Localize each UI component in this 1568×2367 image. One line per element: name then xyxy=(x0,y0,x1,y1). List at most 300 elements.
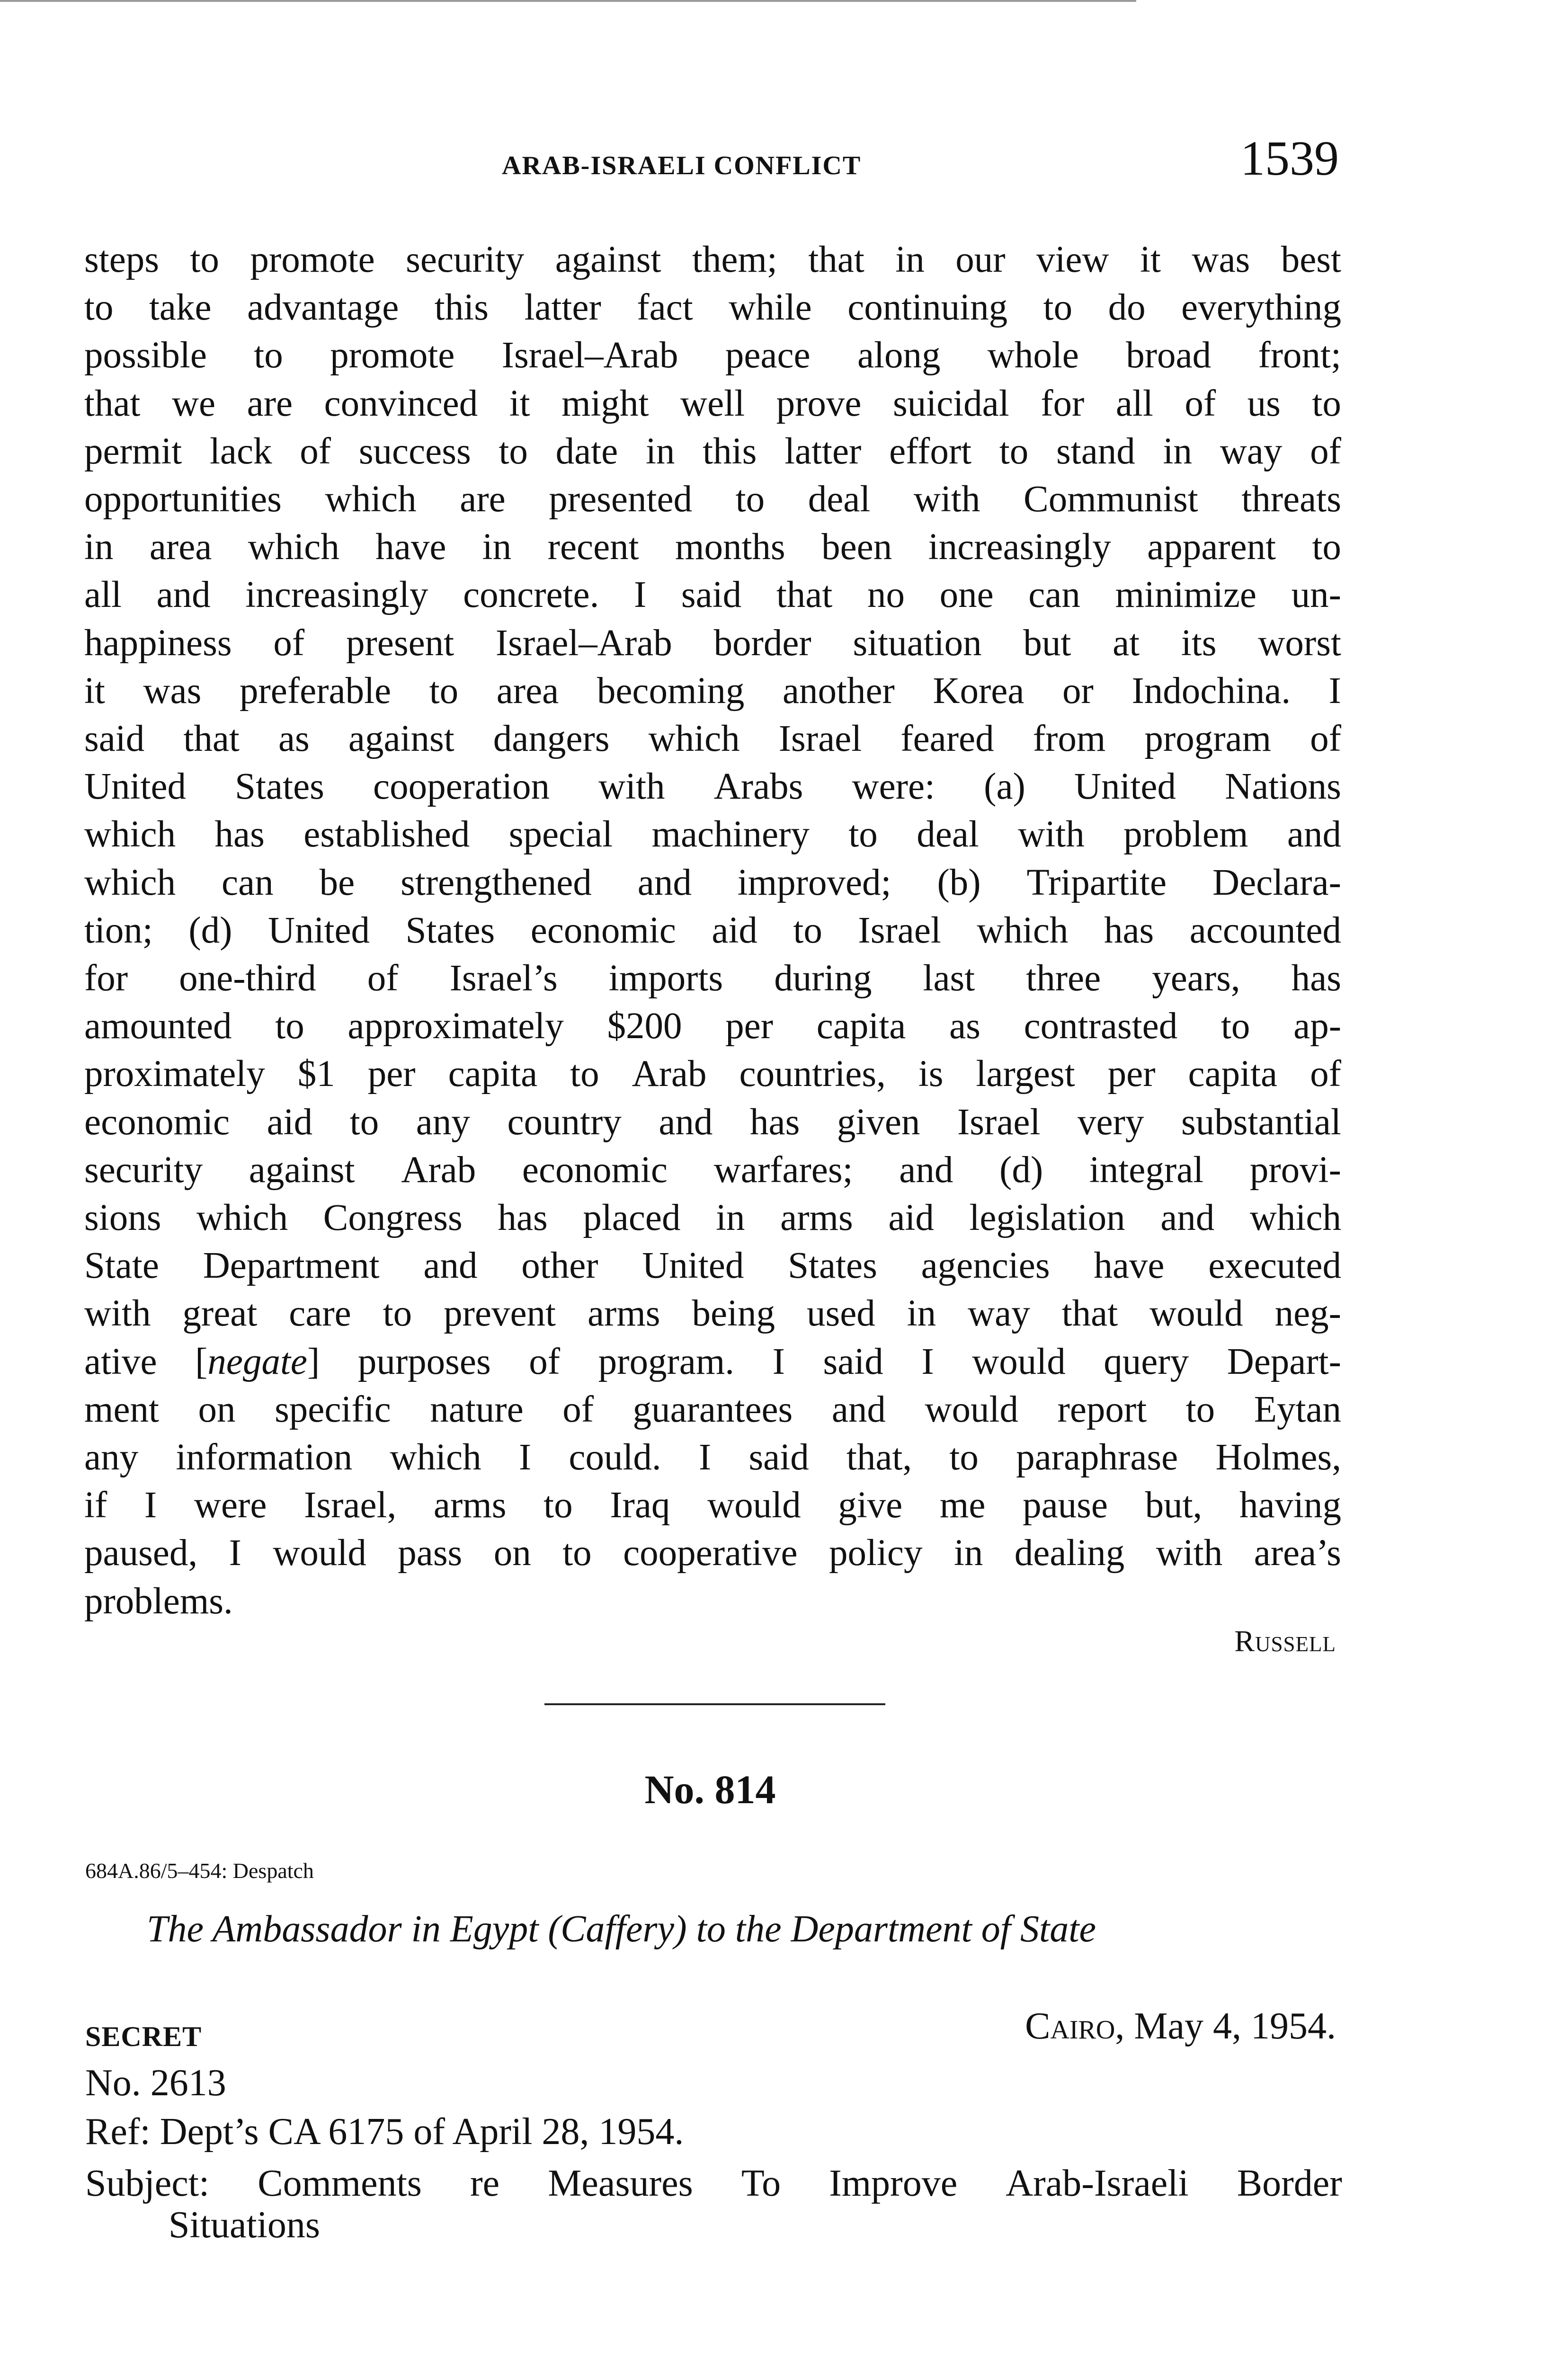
word: Israel xyxy=(778,718,862,760)
word: which xyxy=(325,479,417,520)
word: Israel–Arab xyxy=(501,335,678,376)
word: care xyxy=(289,1293,351,1335)
word: improved; xyxy=(737,862,891,903)
word: success xyxy=(358,430,471,472)
word: all xyxy=(84,574,122,616)
word: that xyxy=(808,239,864,280)
word: effort xyxy=(889,430,972,472)
word: prove xyxy=(776,383,862,424)
body-line xyxy=(84,954,1341,1002)
word: Border xyxy=(1237,2162,1342,2204)
word: aid xyxy=(888,1197,934,1239)
word: to xyxy=(1185,1388,1215,1430)
word: State xyxy=(84,1245,159,1287)
body-line xyxy=(84,331,1341,379)
word: I xyxy=(1328,670,1341,712)
word: ap- xyxy=(1293,1006,1341,1047)
word: to xyxy=(949,1437,979,1478)
subject-line xyxy=(85,2162,1342,2204)
word: becoming xyxy=(597,670,745,712)
body-text xyxy=(84,236,1341,1625)
word: information xyxy=(176,1437,353,1478)
word: Arab xyxy=(632,1053,707,1095)
word: I xyxy=(921,1341,934,1382)
word: $200 xyxy=(607,1006,682,1047)
word: Israel–Arab xyxy=(495,622,672,664)
signature: Russell xyxy=(1234,1624,1336,1658)
word: of xyxy=(529,1341,561,1382)
word: capita xyxy=(448,1053,538,1095)
word: which xyxy=(977,909,1069,951)
word: security xyxy=(406,239,525,280)
word: in xyxy=(645,430,675,472)
word: Israel’s xyxy=(449,958,558,999)
word: which xyxy=(84,862,176,903)
word: can xyxy=(222,862,274,903)
word: of xyxy=(1310,718,1341,760)
word: me xyxy=(939,1485,986,1526)
body-line xyxy=(84,571,1341,619)
word: Improve xyxy=(829,2162,958,2204)
word: imports xyxy=(608,958,723,999)
word: specific xyxy=(275,1388,391,1430)
word: to xyxy=(429,670,459,712)
word: way xyxy=(1220,430,1283,472)
word: are xyxy=(460,479,506,520)
word: might xyxy=(561,383,649,424)
word: per xyxy=(1107,1053,1156,1095)
word: view xyxy=(1036,239,1109,280)
word: placed xyxy=(583,1197,681,1239)
word: do xyxy=(1108,287,1146,329)
word: worst xyxy=(1258,622,1341,664)
word: aid xyxy=(712,909,757,951)
word: to xyxy=(383,1293,412,1335)
word: to xyxy=(349,1101,379,1143)
word: it xyxy=(84,670,105,712)
word: (a) xyxy=(984,766,1025,808)
word: provi- xyxy=(1249,1149,1341,1191)
word: Israel xyxy=(957,1101,1041,1143)
word: in xyxy=(895,239,925,280)
word: [negate] xyxy=(195,1341,320,1382)
word: presented xyxy=(549,479,693,520)
word: minimize xyxy=(1115,574,1256,616)
word: Arab-Israeli xyxy=(1006,2162,1189,2204)
word: to xyxy=(275,1006,304,1047)
word: with xyxy=(1018,814,1085,855)
despatch-number: No. 2613 xyxy=(85,2062,226,2104)
word: area xyxy=(149,526,212,568)
word: program. xyxy=(598,1341,735,1382)
word: and xyxy=(1160,1197,1215,1239)
reference-line: Ref: Dept’s CA 6175 of April 28, 1954. xyxy=(85,2111,684,2153)
word: continuing xyxy=(847,287,1008,329)
document-number: No. 814 xyxy=(644,1767,776,1812)
word: in xyxy=(1163,430,1192,472)
word: proximately xyxy=(84,1053,265,1095)
word: them; xyxy=(692,239,777,280)
word: would xyxy=(1149,1293,1243,1335)
word: threats xyxy=(1241,479,1341,520)
word: that xyxy=(1061,1293,1118,1335)
body-line xyxy=(84,715,1341,763)
word: Iraq xyxy=(610,1485,670,1526)
word: best xyxy=(1281,239,1341,280)
word: another xyxy=(782,670,895,712)
word: of xyxy=(1310,1053,1341,1095)
word: has xyxy=(498,1197,548,1239)
word: to xyxy=(1221,1006,1250,1047)
word: in xyxy=(482,526,512,568)
body-line xyxy=(84,236,1341,284)
word: during xyxy=(774,958,872,999)
word: would xyxy=(707,1485,801,1526)
word: economic xyxy=(530,909,676,951)
word: executed xyxy=(1208,1245,1341,1287)
word: Arabs xyxy=(713,766,803,808)
word: special xyxy=(508,814,613,855)
classification-label: SECRET xyxy=(85,2021,202,2052)
word: latter xyxy=(784,430,862,472)
word: our xyxy=(955,239,1006,280)
word: in xyxy=(907,1293,936,1335)
word: against xyxy=(555,239,661,280)
word: way xyxy=(968,1293,1030,1335)
word: been xyxy=(821,526,892,568)
word: to xyxy=(735,479,765,520)
page-number: 1539 xyxy=(1240,131,1339,186)
word: peace xyxy=(725,335,811,376)
word: has xyxy=(1104,909,1154,951)
word: program xyxy=(1144,718,1272,760)
word: in xyxy=(84,526,114,568)
body-line xyxy=(84,1242,1341,1290)
word: present xyxy=(346,622,454,664)
body-line xyxy=(84,1386,1341,1433)
word: or xyxy=(1062,670,1094,712)
word: I xyxy=(772,1341,785,1382)
word: well xyxy=(680,383,745,424)
word: said xyxy=(681,574,742,616)
word: States xyxy=(235,766,324,808)
word: were xyxy=(194,1485,267,1526)
word: to xyxy=(190,239,219,280)
word: of xyxy=(367,958,399,999)
word: permit xyxy=(84,430,182,472)
body-line xyxy=(84,1481,1341,1529)
word: approximately xyxy=(347,1006,564,1047)
word: integral xyxy=(1089,1149,1204,1191)
word: Communist xyxy=(1024,479,1198,520)
word: guarantees xyxy=(633,1388,793,1430)
word: sions xyxy=(84,1197,161,1239)
word: strengthened xyxy=(401,862,592,903)
word: pass xyxy=(398,1532,463,1574)
word: whole xyxy=(987,335,1079,376)
body-line xyxy=(84,810,1341,858)
word: agencies xyxy=(921,1245,1050,1287)
word: Indochina. xyxy=(1131,670,1291,712)
word: to xyxy=(1312,383,1341,424)
word: given xyxy=(837,1101,920,1143)
word: States xyxy=(788,1245,877,1287)
word: has xyxy=(214,814,265,855)
place-name: Cairo, xyxy=(1025,2005,1125,2047)
word: possible xyxy=(84,335,207,376)
word: Congress xyxy=(323,1197,463,1239)
word: which xyxy=(196,1197,288,1239)
word: situation xyxy=(853,622,982,664)
word: for xyxy=(1041,383,1085,424)
body-line xyxy=(84,859,1341,907)
word: problem xyxy=(1123,814,1248,855)
word: purposes xyxy=(357,1341,491,1382)
document-title: The Ambassador in Egypt (Caffery) to the Department of State xyxy=(147,1908,1096,1950)
word: that, xyxy=(846,1437,912,1478)
body-line xyxy=(84,1577,1341,1625)
word: said xyxy=(823,1341,883,1382)
word: latter xyxy=(524,287,601,329)
word: if xyxy=(84,1485,107,1526)
word: us xyxy=(1247,383,1281,424)
word: arms xyxy=(433,1485,507,1526)
word: Measures xyxy=(548,2162,693,2204)
word: paused, xyxy=(84,1532,198,1574)
word: substantial xyxy=(1181,1101,1341,1143)
word: that xyxy=(776,574,833,616)
word: to xyxy=(254,335,283,376)
word: accounted xyxy=(1189,909,1341,951)
word: take xyxy=(149,287,212,329)
body-line xyxy=(84,1338,1341,1386)
word: three xyxy=(1026,958,1101,999)
word: economic xyxy=(84,1101,230,1143)
word: Israel xyxy=(858,909,941,951)
word: advantage xyxy=(247,287,399,329)
word: and xyxy=(423,1245,478,1287)
word: with xyxy=(598,766,665,808)
word: in xyxy=(953,1532,983,1574)
word: which xyxy=(648,718,740,760)
body-line xyxy=(84,1146,1341,1194)
word: are xyxy=(247,383,293,424)
word: ment xyxy=(84,1388,159,1430)
body-line xyxy=(84,763,1341,810)
word: great xyxy=(182,1293,258,1335)
word: $1 xyxy=(297,1053,335,1095)
word: as xyxy=(278,718,310,760)
word: increasingly xyxy=(245,574,428,616)
word: preferable xyxy=(239,670,392,712)
word: United xyxy=(1074,766,1176,808)
body-line xyxy=(84,619,1341,667)
body-line xyxy=(84,1433,1341,1481)
word: feared xyxy=(900,718,994,760)
body-line xyxy=(84,1002,1341,1050)
word: date xyxy=(555,430,618,472)
word: against xyxy=(249,1149,355,1191)
word: Depart- xyxy=(1227,1341,1341,1382)
word: cooperation xyxy=(373,766,550,808)
word: any xyxy=(416,1101,470,1143)
body-line xyxy=(84,284,1341,331)
word: of xyxy=(1310,430,1341,472)
word: to xyxy=(999,430,1029,472)
word: border xyxy=(713,622,811,664)
word: this xyxy=(703,430,757,472)
word: were: xyxy=(852,766,935,808)
word: largest xyxy=(976,1053,1075,1095)
word: all xyxy=(1115,383,1153,424)
word: from xyxy=(1033,718,1106,760)
word: problems. xyxy=(84,1580,233,1622)
word: Declara- xyxy=(1212,862,1341,903)
word: on xyxy=(198,1388,236,1430)
word: but xyxy=(1023,622,1071,664)
word: last xyxy=(923,958,975,999)
word: economic xyxy=(522,1149,668,1191)
word: it xyxy=(1140,239,1161,280)
word: and xyxy=(659,1101,713,1143)
word: I xyxy=(698,1437,712,1478)
word: tion; xyxy=(84,909,153,951)
body-line xyxy=(84,380,1341,427)
word: area xyxy=(496,670,559,712)
word: have xyxy=(1094,1245,1165,1287)
word: and xyxy=(899,1149,953,1191)
word: to xyxy=(562,1532,592,1574)
word: to xyxy=(543,1485,573,1526)
word: has xyxy=(750,1101,800,1143)
word: to xyxy=(84,287,114,329)
word: of xyxy=(1185,383,1216,424)
word: dangers xyxy=(493,718,610,760)
running-head: ARAB-ISRAELI CONFLICT xyxy=(502,151,862,180)
word: its xyxy=(1181,622,1217,664)
body-line xyxy=(84,1098,1341,1146)
word: dealing xyxy=(1014,1532,1125,1574)
word: any xyxy=(84,1437,139,1478)
word: pause xyxy=(1023,1485,1108,1526)
place-date xyxy=(1025,2005,1336,2048)
word: be xyxy=(319,862,355,903)
word: machinery xyxy=(651,814,810,855)
word: one-third xyxy=(179,958,316,999)
word: having xyxy=(1239,1485,1341,1526)
word: opportunities xyxy=(84,479,282,520)
file-reference: 684A.86/5–454: Despatch xyxy=(85,1859,314,1883)
word: convinced xyxy=(324,383,478,424)
word: neg- xyxy=(1274,1293,1341,1335)
word: front; xyxy=(1258,335,1341,376)
word: promote xyxy=(250,239,375,280)
word: of xyxy=(273,622,305,664)
word: in xyxy=(716,1197,745,1239)
word: arms xyxy=(780,1197,853,1239)
word: very xyxy=(1078,1101,1144,1143)
body-line xyxy=(84,1290,1341,1337)
word: I xyxy=(518,1437,532,1478)
word: policy xyxy=(829,1532,923,1574)
word: for xyxy=(84,958,128,999)
word: United xyxy=(268,909,370,951)
word: to xyxy=(499,430,528,472)
word: fact xyxy=(637,287,693,329)
word: re xyxy=(470,2162,500,2204)
word: suicidal xyxy=(892,383,1009,424)
word: which xyxy=(1249,1197,1341,1239)
word: I xyxy=(229,1532,241,1574)
word: warfares; xyxy=(713,1149,853,1191)
word: established xyxy=(303,814,470,855)
word: and xyxy=(637,862,692,903)
word: ative xyxy=(84,1341,157,1382)
word: prevent xyxy=(444,1293,556,1335)
word: report xyxy=(1057,1388,1147,1430)
word: we xyxy=(171,383,216,424)
body-line xyxy=(84,1194,1341,1242)
word: arms xyxy=(587,1293,660,1335)
word: used xyxy=(806,1293,875,1335)
word: per xyxy=(367,1053,416,1095)
word: it xyxy=(509,383,530,424)
word: have xyxy=(375,526,446,568)
word: of xyxy=(300,430,331,472)
word: capita xyxy=(816,1006,906,1047)
word: amounted xyxy=(84,1006,232,1047)
word: cooperative xyxy=(623,1532,798,1574)
word: Subject: xyxy=(85,2162,210,2204)
subject-block xyxy=(85,2162,1342,2246)
word: paraphrase xyxy=(1016,1437,1178,1478)
word: Arab xyxy=(401,1149,476,1191)
word: at xyxy=(1113,622,1140,664)
body-line xyxy=(84,667,1341,715)
word: to xyxy=(570,1053,599,1095)
word: lack xyxy=(209,430,272,472)
word: would xyxy=(972,1341,1066,1382)
word: I xyxy=(633,574,647,616)
word: with xyxy=(84,1293,151,1335)
word: to xyxy=(848,814,878,855)
word: has xyxy=(1291,958,1341,999)
word: along xyxy=(857,335,941,376)
word: with xyxy=(913,479,980,520)
word: apparent xyxy=(1147,526,1276,568)
word: to xyxy=(1043,287,1073,329)
word: can xyxy=(1028,574,1080,616)
word: increasingly xyxy=(928,526,1111,568)
word: with xyxy=(1156,1532,1223,1574)
document-date: May 4, 1954. xyxy=(1134,2005,1336,2047)
word: Holmes, xyxy=(1215,1437,1341,1478)
body-line xyxy=(84,523,1341,571)
word: while xyxy=(729,287,812,329)
word: as xyxy=(949,1006,980,1047)
word: (d) xyxy=(188,909,232,951)
word: but, xyxy=(1145,1485,1203,1526)
word: stand xyxy=(1056,430,1135,472)
word: capita xyxy=(1188,1053,1278,1095)
word: being xyxy=(692,1293,775,1335)
word: Eytan xyxy=(1254,1388,1341,1430)
word: States xyxy=(405,909,495,951)
word: area’s xyxy=(1254,1532,1341,1574)
word: recent xyxy=(547,526,639,568)
word: and xyxy=(156,574,211,616)
word: Comments xyxy=(258,2162,422,2204)
